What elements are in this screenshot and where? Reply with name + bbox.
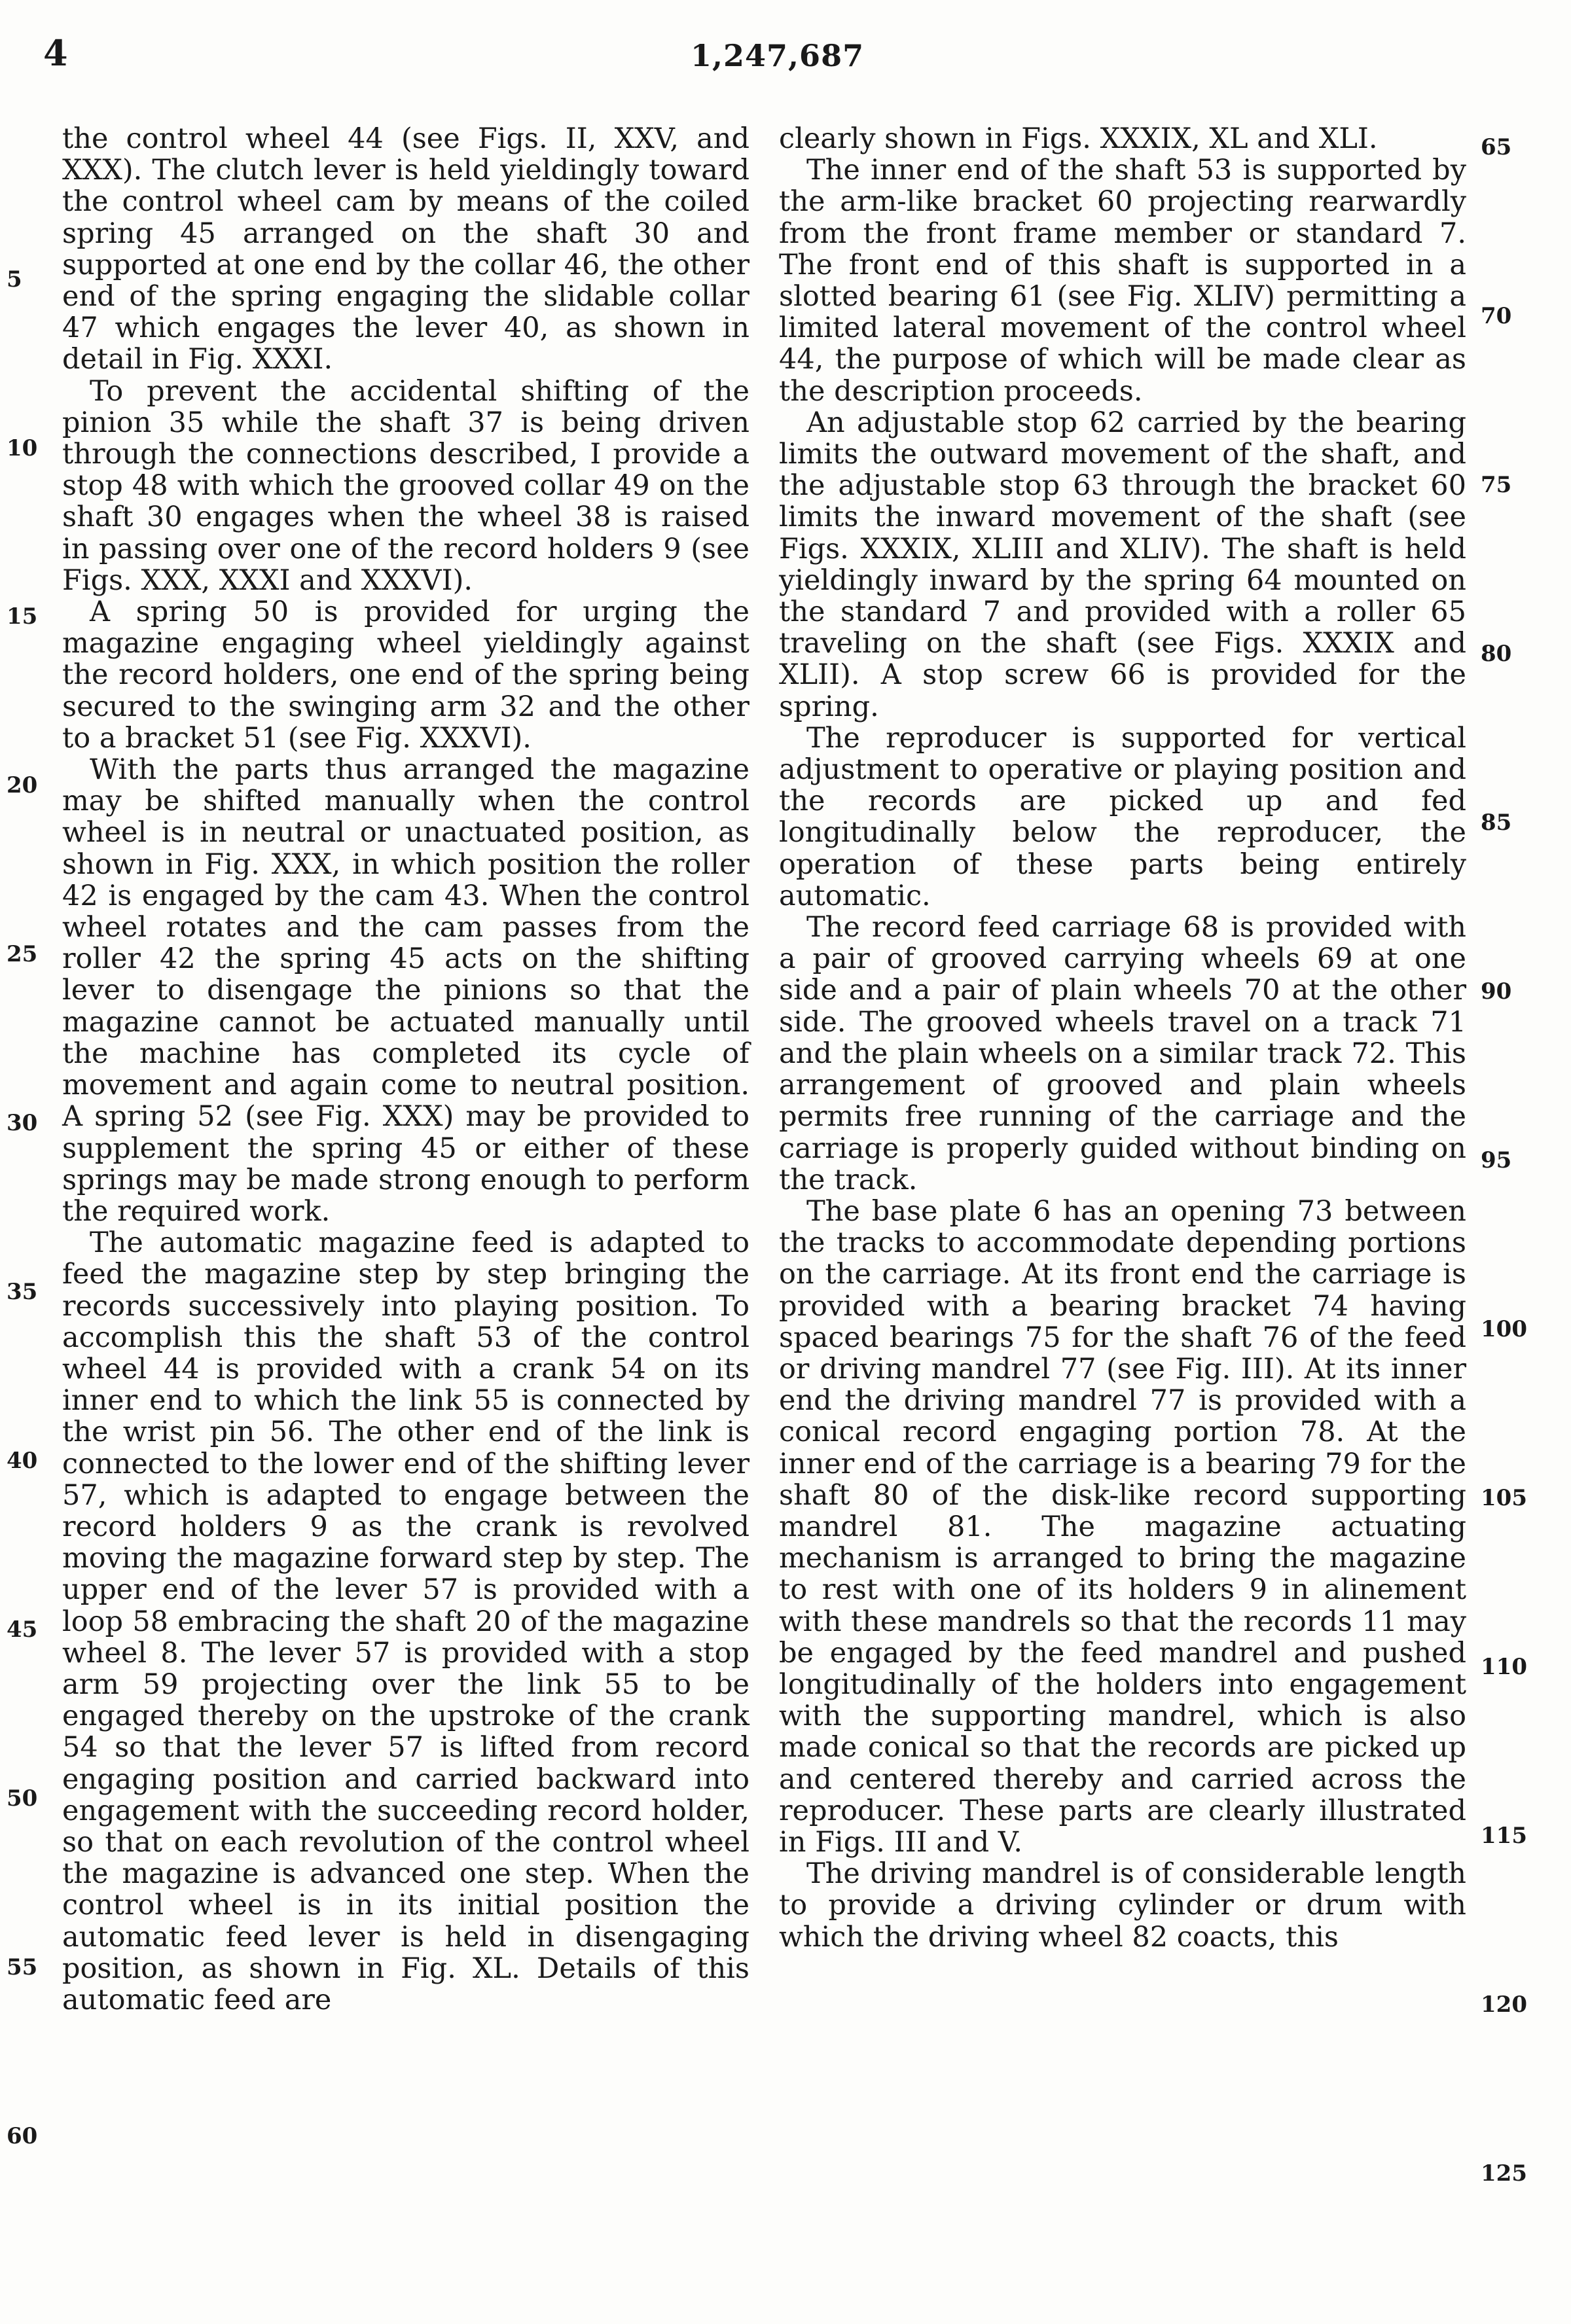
patent-number: 1,247,687 bbox=[691, 38, 865, 73]
paragraph: With the parts thus arranged the magazine may be shifted manually when the control wheel is in neutral or unactuated position, as shown in Fig. XXX, in which position the roller 42 is engaged by the cam 43. When the control wheel rotates and the cam passes from the roller 42 the spring 45 acts on the shifting lever to disengage the pinions so that the magazine cannot be actuated manually until the machine has completed its cycle of movement and again come to neutral position. A spring 52 (see Fig. XXX) may be provided to supplement the spring 45 or either of these springs may be made strong enough to perform the required work. bbox=[62, 753, 749, 1228]
line-number: 60 bbox=[7, 2123, 38, 2149]
paragraph: To prevent the accidental shifting of the pinion 35 while the shaft 37 is being driven through the connections described, I provide a stop 48 with which the grooved collar 49 on the shaft 30 engages when the wheel 38 is raised in passing over one of the record holders 9 (see Figs. XXX, XXXI and XXXVI). bbox=[62, 374, 749, 597]
line-number: 5 bbox=[7, 266, 22, 293]
paragraph: A spring 50 is provided for urging the magazine engaging wheel yieldingly against the record holders, one end of the spring being secured to the swinging arm 32 and the other to a bracket 51 (see Fig. XXXVI). bbox=[62, 596, 749, 755]
page-number: 4 bbox=[43, 32, 68, 74]
paragraph: The inner end of the shaft 53 is supported by the arm-like bracket 60 projecting rearwardly from the front frame member or standard 7. The front end of this shaft is supported in a slotted bearing 61 (see Fig. XLIV) permitting a limited lateral movement of the control wheel 44, the purpose of which will be made clear as the description proceeds. bbox=[779, 154, 1466, 408]
paragraph: The automatic magazine feed is adapted to feed the magazine step by step bringing the records successively into playing position. To accomplish this the shaft 53 of the control wheel 44 is provided with a crank 54 on its inner end to which the link 55 is connected by the wrist pin 56. The other end of the link is connected to the lower end of the shifting lever 57, which is adapted to engage between the record holders 9 as the crank is revolved moving the magazine forward step by step. The upper end of the lever 57 is provided with a loop 58 embracing the shaft 20 of the magazine wheel 8. The lever 57 is provided with a stop arm 59 projecting over the link 55 to be engaged thereby on the upstroke of the crank 54 so that the lever 57 is lifted from record engaging position and carried backward into engagement with the succeeding record holder, so that on each revolution of the control wheel the magazine is advanced one step. When the control wheel is in its initial position the automatic feed lever is held in disengaging position, as shown in Fig. XL. Details of this automatic feed are bbox=[62, 1226, 749, 2016]
line-number: 70 bbox=[1481, 303, 1512, 329]
line-number: 20 bbox=[7, 772, 38, 798]
line-number: 50 bbox=[7, 1785, 38, 1812]
line-number: 95 bbox=[1481, 1147, 1512, 1173]
paragraph: clearly shown in Figs. XXXIX, XL and XLI. bbox=[779, 122, 1378, 155]
line-number: 90 bbox=[1481, 978, 1512, 1005]
line-number: 15 bbox=[7, 603, 38, 630]
paragraph: An adjustable stop 62 carried by the bearing limits the outward movement of the shaft, and the adjustable stop 63 through the bracket 60 limits the inward movement of the shaft (see Figs. XXXIX, XLIII and XLIV). The shaft is held yieldingly inward by the spring 64 mounted on the standard 7 and provided with a roller 65 traveling on the shaft (see Figs. XXXIX and XLII). A stop screw 66 is provided for the spring. bbox=[779, 406, 1466, 723]
line-number: 45 bbox=[7, 1617, 38, 1643]
paragraph: The record feed carriage 68 is provided with a pair of grooved carrying wheels 69 at one side and a pair of plain wheels 70 at the other side. The grooved wheels travel on a track 71 and the plain wheels on a similar track 72. This arrangement of grooved and plain wheels permits free running of the carriage and the carriage is properly guided without binding on the track. bbox=[779, 911, 1466, 1196]
line-number: 105 bbox=[1481, 1485, 1527, 1511]
line-number: 80 bbox=[1481, 641, 1512, 667]
line-number: 35 bbox=[7, 1279, 38, 1305]
line-number: 10 bbox=[7, 435, 38, 461]
line-number: 55 bbox=[7, 1954, 38, 1980]
line-number: 30 bbox=[7, 1110, 38, 1136]
line-number: 100 bbox=[1481, 1316, 1527, 1342]
line-number: 75 bbox=[1481, 472, 1512, 498]
line-number: 110 bbox=[1481, 1654, 1527, 1680]
line-number: 65 bbox=[1481, 134, 1512, 160]
paragraph: The base plate 6 has an opening 73 between the tracks to accommodate depending portions on the carriage. At its front end the carriage is provided with a bearing bracket 74 having spaced bearings 75 for the shaft 76 of the feed or driving mandrel 77 (see Fig. III). At its inner end the driving mandrel 77 is provided with a conical record engaging portion 78. At the inner end of the carriage is a bearing 79 for the shaft 80 of the disk-like record supporting mandrel 81. The magazine actuating mechanism is arranged to bring the magazine to rest with one of its holders 9 in alinement with these mandrels so that the records 11 may be engaged by the feed mandrel and pushed longitudinally of the holders into engagement with the supporting mandrel, which is also made conical so that the records are picked up and centered thereby and carried across the reproducer. These parts are clearly illustrated in Figs. III and V. bbox=[779, 1194, 1466, 1859]
paragraph: the control wheel 44 (see Figs. II, XXV, and XXX). The clutch lever is held yieldingly toward the control wheel cam by means of the coiled spring 45 arranged on the shaft 30 and supported at one end by the collar 46, the other end of the spring engaging the slidable collar 47 which engages the lever 40, as shown in detail in Fig. XXXI. bbox=[62, 122, 749, 376]
right-column bbox=[779, 123, 1466, 1953]
line-number: 125 bbox=[1481, 2160, 1527, 2187]
line-number: 40 bbox=[7, 1448, 38, 1474]
line-number: 25 bbox=[7, 941, 38, 967]
line-number: 85 bbox=[1481, 810, 1512, 836]
left-column bbox=[62, 123, 749, 2016]
paragraph: The driving mandrel is of considerable length to provide a driving cylinder or drum with which the driving wheel 82 coacts, this bbox=[779, 1857, 1466, 1954]
line-number: 120 bbox=[1481, 1992, 1527, 2018]
line-number: 115 bbox=[1481, 1823, 1527, 1849]
paragraph: The reproducer is supported for vertical adjustment to operative or playing position and the records are picked up and fed longitudinally below the reproducer, the operation of these parts being entirely automatic. bbox=[779, 721, 1466, 912]
